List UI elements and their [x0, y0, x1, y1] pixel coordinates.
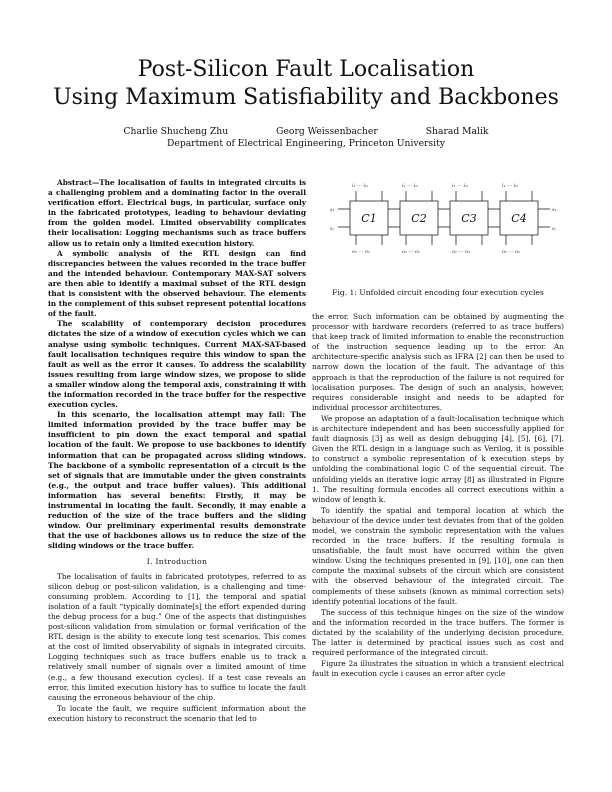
svg-text:sⱼ: sⱼ — [552, 226, 556, 232]
svg-text:s₁: s₁ — [330, 207, 335, 213]
svg-text:o₁ ··· oₙ: o₁ ··· oₙ — [502, 249, 520, 255]
body-paragraph: The success of this technique hinges on the size of the window and the information recorded in the trace buffers. The former is dictated by the scalability of the underlying decision procedure. The latter is determined by practical issues such as cost and required performance of the integrated circuit. — [312, 607, 564, 658]
abstract-paragraph: The scalability of contemporary decision procedures dictates the size of a window of execution cycles which we can analyse using symbolic techniques. Current MAX-SAT-based fault localisation techniques require this window to span the fault as well as the error it causes. To address the scalability issues resulting from large window sizes, we propose to slide a smaller window along the temporal axis, constraining it with the information recorded in the trace buffer for the respective execution cycles. — [48, 319, 306, 410]
intro-body-right — [312, 312, 564, 679]
body-paragraph: To locate the fault, we require sufficient information about the execution history to reconstruct the scenario that led to — [48, 703, 306, 723]
affiliation: Department of Electrical Engineering, Princeton University — [167, 138, 445, 149]
author-3: Sharad Malik — [425, 126, 489, 137]
circuit-label-c3: C3 — [461, 212, 477, 225]
svg-text:o₁ ··· oₙ: o₁ ··· oₙ — [352, 249, 370, 255]
abstract-paragraph: Abstract—The localisation of faults in integrated circuits is a challenging problem and a dominating factor in the overall verification effort. Electrical bugs, in particular, surface only in the fabricated prototypes, leading to behaviour deviating from the golden model. Limited observability complicates their localisation: Logging mechanisms such as trace buffers allow us to retain only a limited execution history. — [48, 178, 306, 248]
intro-body-left — [48, 572, 306, 724]
svg-text:sⱼ: sⱼ — [330, 226, 334, 232]
author-2: Georg Weissenbacher — [276, 126, 378, 137]
author-1: Charlie Shucheng Zhu — [123, 126, 229, 137]
svg-text:i₁ ··· iₘ: i₁ ··· iₘ — [352, 183, 369, 189]
author-block — [0, 126, 612, 150]
paper-title — [0, 56, 612, 112]
body-paragraph: Figure 2a illustrates the situation in which a transient electrical fault in execution cycle i causes an error after cycle — [312, 659, 564, 679]
svg-text:i₁ ··· iₘ: i₁ ··· iₘ — [452, 183, 469, 189]
abstract-paragraph: A symbolic analysis of the RTL design can find discrepancies between the values recorded in the trace buffer and the intended behaviour. Contemporary MAX-SAT solvers are then able to identify a maximal subset of the RTL design that is consistent with the observed behaviour. The elements in the complement of this subset represent potential locations of the fault. — [48, 248, 306, 319]
figure-caption: Fig. 1: Unfolded circuit encoding four execution cycles — [332, 288, 544, 297]
left-column — [48, 178, 306, 725]
abstract — [48, 178, 306, 551]
body-paragraph: To identify the spatial and temporal location at which the behaviour of the device under test deviates from that of the golden model, we constrain the symbolic representation with the values recorded in the trace buffers. If the resulting formula is unsatisfiable, the fault must have occurred within the given window. Using the techniques presented in [9], [10], one can then compute the maximal subsets of the circuit which are consistent with the observed behaviour of the integrated circuit. The complements of these subsets (known as minimal correction sets) identify potential locations of the fault. — [312, 505, 564, 606]
unfolded-circuit-figure — [312, 173, 564, 303]
section-heading: I. Introduction — [146, 557, 208, 567]
body-paragraph: We propose an adaptation of a fault-localisation technique which is architecture independent and has been successfully applied for fault diagnosis [3] as well as design debugging [4], [5], [6], [7]. Given the RTL design in a language such as Verilog, it is possible to construct a symbolic representation of k execution steps by unfolding the combinational logic C of the sequential circuit. The unfolding yields an iterative logic array [8] as illustrated in Figure 1. The resulting formula encodes all correct executions within a window of length k. — [312, 413, 564, 504]
circuit-label-c4: C4 — [511, 212, 527, 225]
svg-text:i₁ ··· iₘ: i₁ ··· iₘ — [502, 183, 519, 189]
title-line-2: Using Maximum Satisfiability and Backbones — [53, 85, 559, 110]
svg-text:o₁ ··· oₙ: o₁ ··· oₙ — [402, 249, 420, 255]
circuit-label-c1: C1 — [361, 212, 377, 225]
svg-text:o₁ ··· oₙ: o₁ ··· oₙ — [452, 249, 470, 255]
title-line-1: Post-Silicon Fault Localisation — [137, 57, 475, 82]
body-paragraph: The localisation of faults in fabricated prototypes, referred to as silicon debug or post-silicon validation, is a challenging and time-consuming problem. According to [1], the temporal and spatial isolation of a fault “typically dominate[s] the effort expended during the debug process for a bug.” One of the aspects that distinguishes post-silicon validation from simulation or formal verification of the RTL design is the ability to execute long test scenarios. This comes at the cost of limited observability of signals in integrated circuits. Logging techniques such as trace buffers enable us to track a relatively small number of signals over a limited amount of time (e.g., a few thousand execution cycles). If a test case reveals an error, this limited execution history has to suffice to locate the fault causing the erroneous behaviour of the chip. — [48, 571, 306, 702]
circuit-label-c2: C2 — [411, 212, 427, 225]
svg-text:i₁ ··· iₘ: i₁ ··· iₘ — [402, 183, 419, 189]
body-paragraph: the error. Such information can be obtained by augmenting the processor with hardware recorders (referred to as trace buffers) that keep track of limited information to enable the reconstruction of the instruction sequence leading up to the error. An architecture-specific analysis such as IFRA [2] can then be used to narrow down the location of the fault. The advantage of this approach is that the reproduction of the failure is not required for localisation purposes. The design of such an analysis, however, requires considerable insight and needs to be adapted for individual processor architectures. — [312, 312, 564, 412]
right-column — [312, 312, 564, 680]
svg-text:s₁: s₁ — [552, 207, 557, 213]
abstract-paragraph: In this scenario, the localisation attempt may fail: The limited information provided by the trace buffer may be insufficient to pin down the exact temporal and spatial location of the fault. We propose to use backbones to identify information that can be propagated across sliding windows. The backbone of a symbolic representation of a circuit is the set of signals that are immutable under the given constraints (e.g., the output and trace buffer values). This additional information has several benefits: Firstly, it may be instrumental in locating the fault. Secondly, it may enable a reduction of the size of the trace buffers and the sliding window. Our preliminary experimental results demonstrate that the use of backbones allows us to reduce the size of the sliding windows or the trace buffer. — [48, 410, 306, 551]
